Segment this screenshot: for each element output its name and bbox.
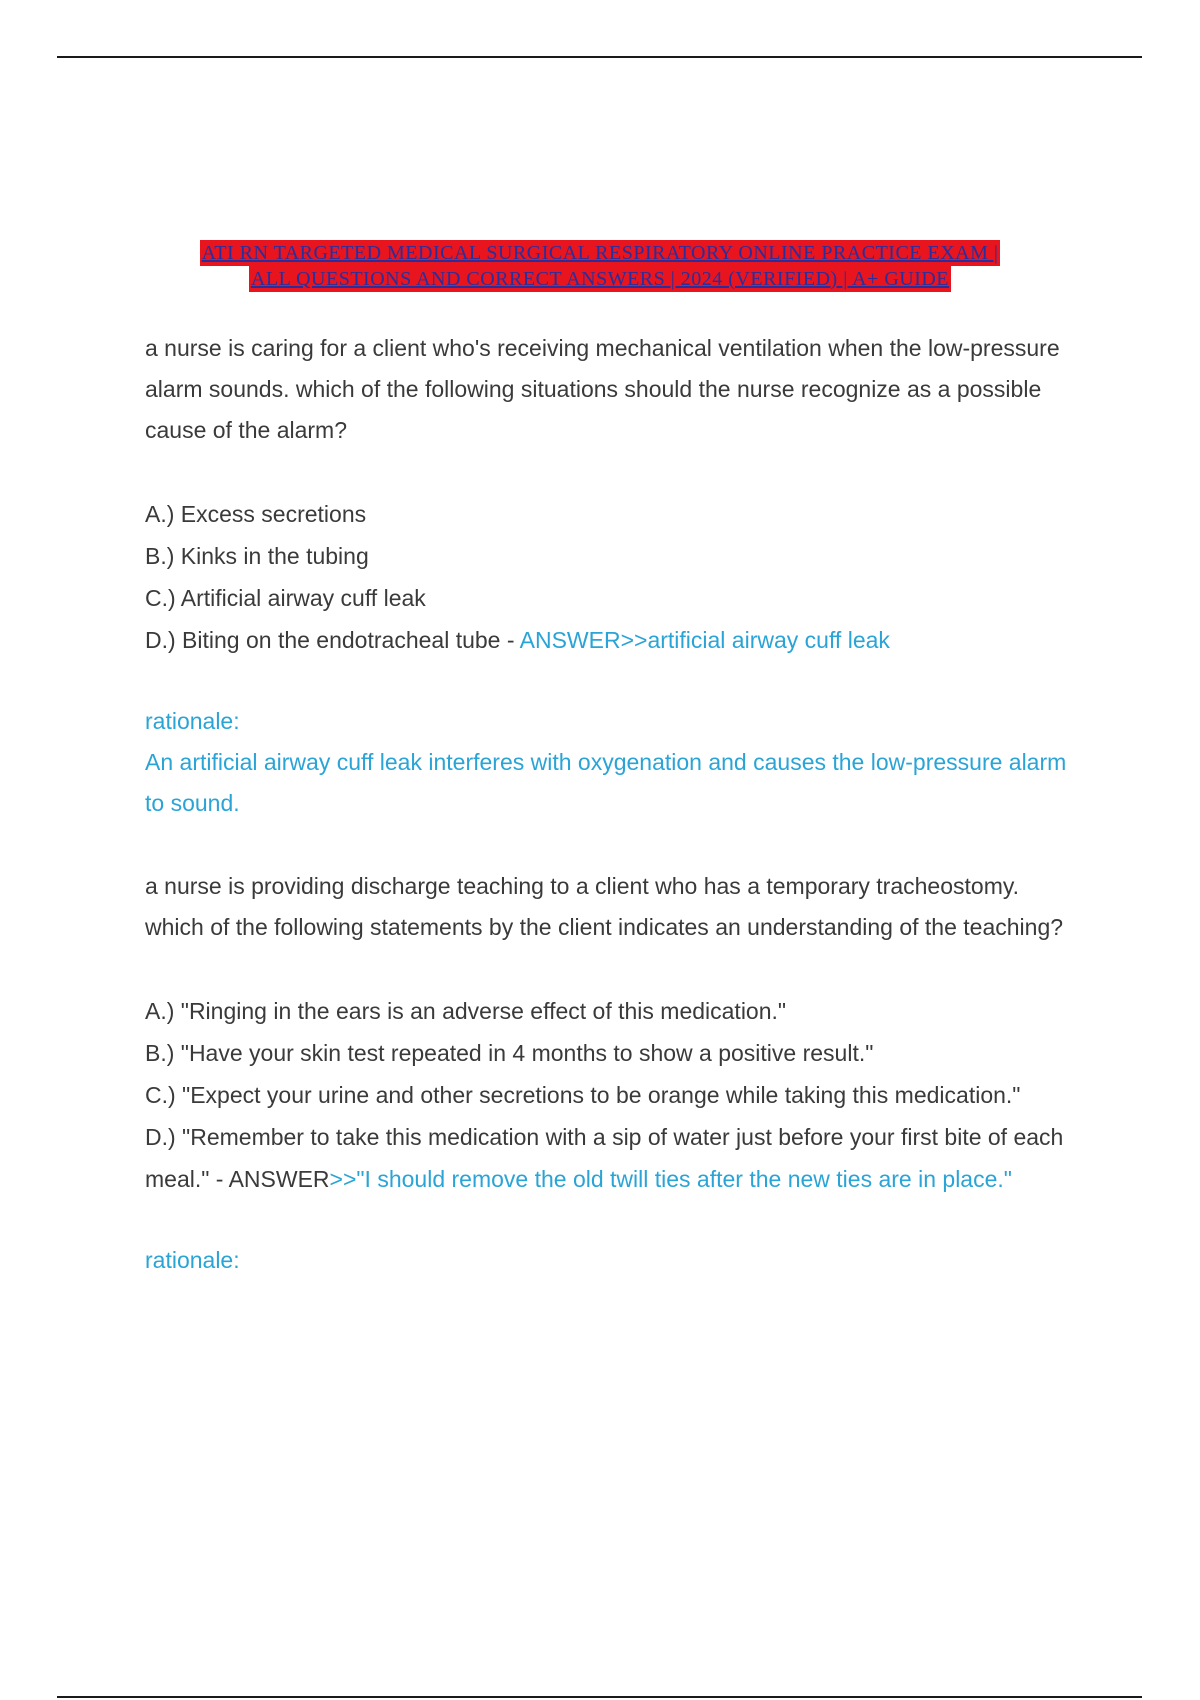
question-2-rationale-label: rationale: xyxy=(145,1247,240,1273)
document-body xyxy=(145,328,1075,1281)
question-2-option-b: B.) "Have your skin test repeated in 4 months to show a positive result." xyxy=(145,1040,874,1066)
question-2-option-d-text: D.) "Remember to take this medication with a sip of water just before your first bite of each meal." - ANSWER xyxy=(145,1124,1064,1192)
question-2-text: a nurse is providing discharge teaching to a client who has a temporary tracheostomy. which of the following statements by the client indicates an understanding of the teaching? xyxy=(145,873,1064,940)
bottom-rule xyxy=(57,1696,1142,1698)
question-1-option-a: A.) Excess secretions xyxy=(145,501,367,527)
question-2-option-c: C.) "Expect your urine and other secretions to be orange while taking this medication." xyxy=(145,1082,1021,1108)
top-rule xyxy=(57,56,1142,58)
question-1-text: a nurse is caring for a client who's receiving mechanical ventilation when the low-pressure alarm sounds. which of the following situations should the nurse recognize as a possible cause of the alarm? xyxy=(145,335,1060,443)
question-1-option-b: B.) Kinks in the tubing xyxy=(145,543,369,569)
question-1-answer: ANSWER>>artificial airway cuff leak xyxy=(519,627,890,653)
question-2-answer: >>"I should remove the old twill ties after the new ties are in place." xyxy=(329,1166,1012,1192)
question-1-option-c: C.) Artificial airway cuff leak xyxy=(145,585,426,611)
title-line-2: ALL QUESTIONS AND CORRECT ANSWERS | 2024 (VERIFIED) | A+ GUIDE xyxy=(250,268,950,290)
question-1-rationale: An artificial airway cuff leak interferes with oxygenation and causes the low-pressure alarm to sound. xyxy=(145,749,1067,816)
question-2-option-d xyxy=(145,1116,1075,1200)
title-line-1: ATI RN TARGETED MEDICAL SURGICAL RESPIRATORY ONLINE PRACTICE EXAM | xyxy=(201,242,999,264)
question-1-option-d xyxy=(145,619,1075,661)
question-1-rationale-label: rationale: xyxy=(145,708,240,734)
document-title xyxy=(100,240,1100,292)
question-1-option-d-text: D.) Biting on the endotracheal tube - xyxy=(145,627,520,653)
question-2-option-a: A.) "Ringing in the ears is an adverse effect of this medication." xyxy=(145,998,787,1024)
